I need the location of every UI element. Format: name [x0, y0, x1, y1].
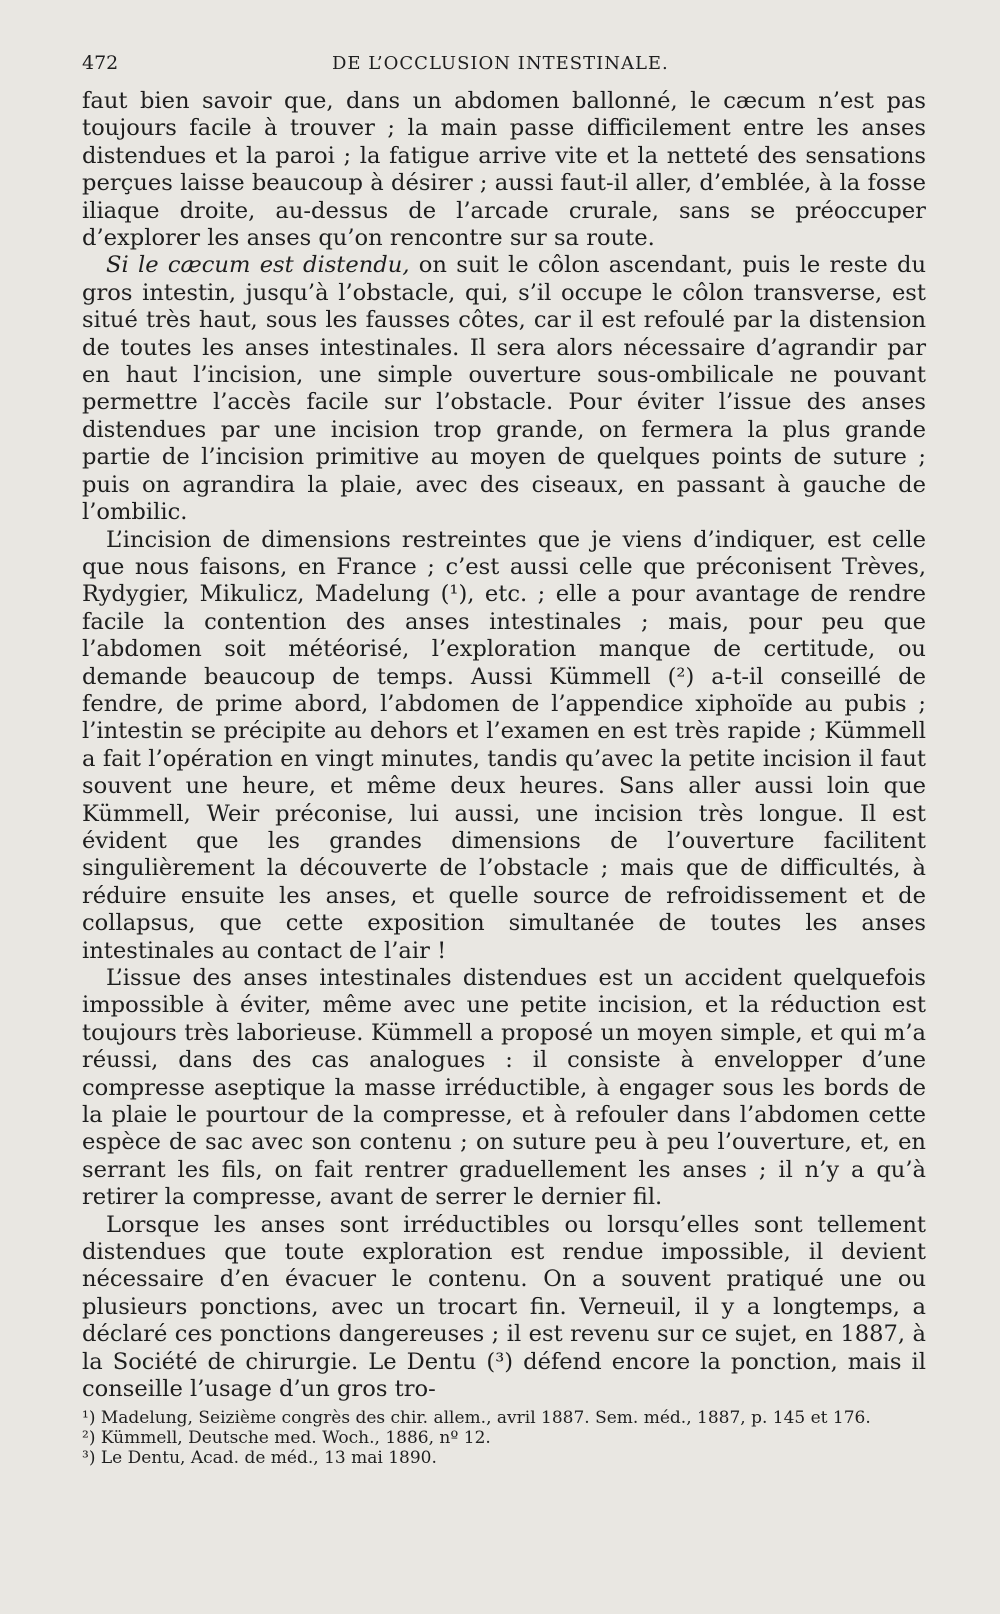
footnotes: [82, 1408, 926, 1468]
paragraph-1-text: faut bien savoir que, dans un abdomen ballonné, le cæcum n’est pas toujours facile à trouver ; la main passe difficilement entre les anses distendues et la paroi ; la fatigue arrive vite et la netteté des sensations perçues laisse beaucoup à désirer ; aussi faut-il aller, d’emblée, à la fosse iliaque droite, au-dessus de l’arcade crurale, sans se préoccuper d’explorer les anses qu’on rencontre sur sa route.: [82, 88, 926, 252]
footnote-1: ¹) Madelung, Seizième congrès des chir. allem., avril 1887. Sem. méd., 1887, p. 145 et 176.: [82, 1407, 871, 1428]
body-text: [82, 88, 926, 1404]
page-number: 472: [82, 52, 119, 74]
paragraph-4-text: L’issue des anses intestinales distendues est un accident quelquefois impossible à éviter, même avec une petite incision, et la réduction est toujours très laborieuse. Kümmell a proposé un moyen simple, et qui m’a réussi, dans des cas analogues : il consiste à envelopper d’une compresse aseptique la masse irréductible, à engager sous les bords de la plaie le pourtour de la compresse, et à refouler dans l’abdomen cette espèce de sac avec son contenu ; on suture peu à peu l’ouverture, et, en serrant les fils, on fait rentrer graduellement les anses ; il n’y a qu’à retirer la compresse, avant de serrer le dernier fil.: [82, 965, 926, 1211]
paragraph-2-italic-lead: Si le cæcum est distendu,: [106, 252, 410, 279]
running-title: DE L’OCCLUSION INTESTINALE.: [332, 53, 669, 74]
paragraph-4: [82, 965, 926, 1212]
paragraph-1: [82, 88, 926, 252]
paragraph-2-text: on suit le côlon ascendant, puis le reste du gros intestin, jusqu’à l’obstacle, qui, s’il occupe le côlon transverse, est situé très haut, sous les fausses côtes, car il est refoulé par la distension de toutes les anses intestinales. Il sera alors nécessaire d’agrandir par en haut l’incision, une simple ouverture sous-ombilicale ne pouvant permettre l’accès facile sur l’obstacle. Pour éviter l’issue des anses distendues par une incision trop grande, on fermera la plus grande partie de l’incision primitive au moyen de quelques points de suture ; puis on agrandira la plaie, avec des ciseaux, en passant à gauche de l’ombilic.: [82, 252, 927, 526]
footnote-2: ²) Kümmell, Deutsche med. Woch., 1886, nº 12.: [82, 1427, 491, 1448]
paragraph-3-text: L’incision de dimensions restreintes que je viens d’indiquer, est celle que nous faisons, en France ; c’est aussi celle que préconisent Trèves, Rydygier, Mikulicz, Madelung (¹), etc. ; elle a pour avantage de rendre facile la contention des anses intestinales ; mais, pour peu que l’abdomen soit météorisé, l’exploration manque de certitude, ou demande beaucoup de temps. Aussi Kümmell (²) a-t-il conseillé de fendre, de prime abord, l’abdomen de l’appendice xiphoïde au pubis ; l’intestin se précipite au dehors et l’examen en est très rapide ; Kümmell a fait l’opération en vingt minutes, tandis qu’avec la petite incision il faut souvent une heure, et même deux heures. Sans aller aussi loin que Kümmell, Weir préconise, lui aussi, une incision très longue. Il est évident que les grandes dimensions de l’ouverture facilitent singulièrement la découverte de l’obstacle ; mais que de difficultés, à réduire ensuite les anses, et quelle source de refroidissement et de collapsus, que cette exposition simultanée de toutes les anses intestinales au contact de l’air !: [82, 526, 926, 964]
footnote-3: ³) Le Dentu, Acad. de méd., 13 mai 1890.: [82, 1447, 437, 1468]
page-header: [82, 52, 926, 88]
paragraph-3: [82, 527, 926, 966]
paragraph-5: [82, 1212, 926, 1404]
paragraph-2: [82, 252, 926, 526]
paragraph-5-text: Lorsque les anses sont irréductibles ou lorsqu’elles sont tellement distendues que toute exploration est rendue impossible, il devient nécessaire d’en évacuer le contenu. On a souvent pratiqué une ou plusieurs ponctions, avec un trocart fin. Verneuil, il y a longtemps, a déclaré ces ponctions dangereuses ; il est revenu sur ce sujet, en 1887, à la Société de chirurgie. Le Dentu (³) défend encore la ponction, mais il conseille l’usage d’un gros tro-: [82, 1211, 926, 1403]
